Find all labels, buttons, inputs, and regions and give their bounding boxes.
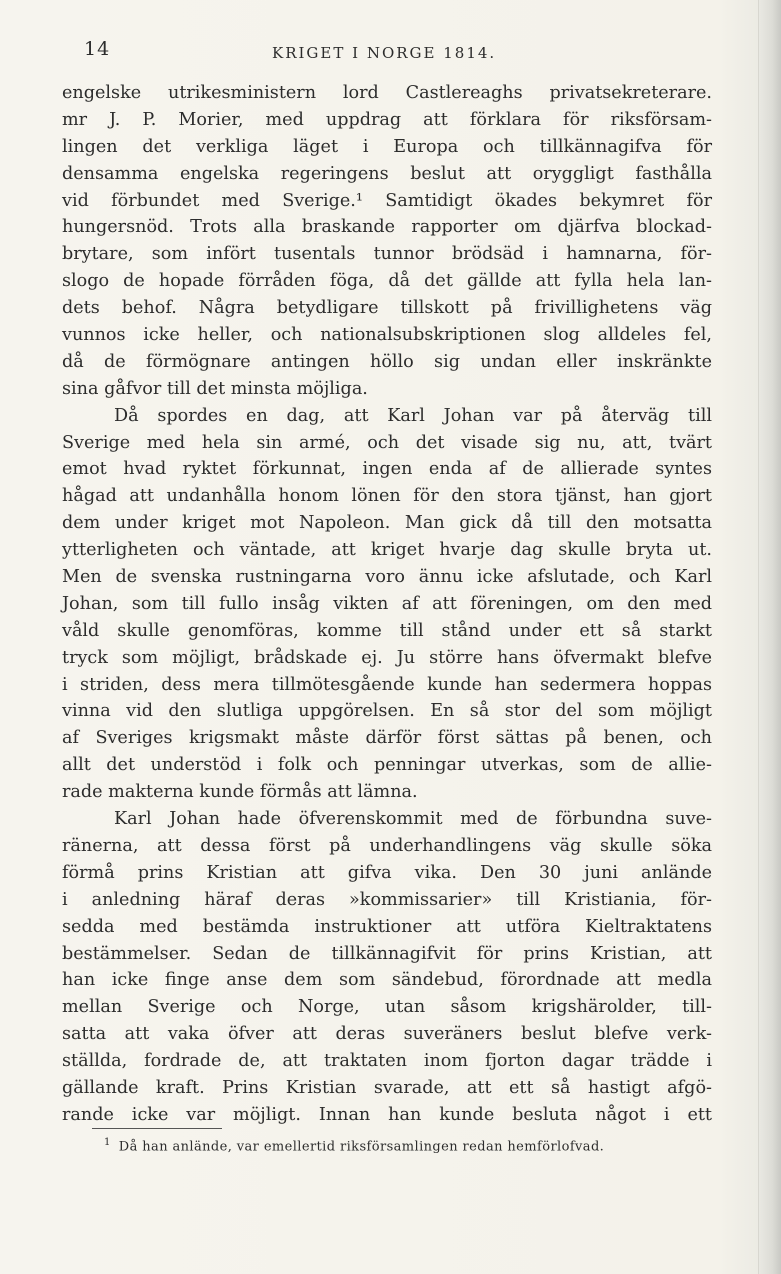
text-line: dem under kriget mot Napoleon. Man gick då till den motsatta (62, 513, 712, 534)
text-line: lingen det verkliga läget i Europa och tillkännagifva för (62, 136, 712, 157)
text-line: mellan Sverige och Norge, utan såsom krigshärolder, till- (62, 997, 712, 1018)
text-line: brytare, som infört tusentals tunnor brödsäd i hamnarna, för- (62, 244, 712, 265)
footnote (104, 1137, 704, 1154)
text-line: ställda, fordrade de, att traktaten inom fjorton dagar trädde i (62, 1051, 712, 1072)
footnote-divider (92, 1128, 222, 1129)
text-line: tryck som möjligt, brådskade ej. Ju större hans öfvermakt blefve (62, 647, 712, 668)
text-line: våld skulle genomföras, komme till stånd under ett så starkt (62, 620, 712, 641)
text-line: vunnos icke heller, och nationalsubskriptionen slog alldeles fel, (62, 325, 712, 346)
body-text (62, 80, 712, 1129)
text-line: allt det understöd i folk och penningar utverkas, som de allie- (62, 755, 712, 776)
text-line: i striden, dess mera tillmötesgående kunde han sedermera hoppas (62, 674, 712, 695)
text-line: Sverige med hela sin armé, och det visade sig nu, att, tvärt (62, 432, 712, 453)
footnote-marker: 1 (104, 1137, 111, 1148)
text-line: rade makterna kunde förmås att lämna. (62, 782, 418, 803)
text-line: hungersnöd. Trots alla braskande rapporter om djärfva blockad- (62, 217, 712, 238)
text-line: ränerna, att dessa först på underhandlingens väg skulle söka (62, 835, 712, 856)
text-line: satta att vaka öfver att deras suveräners beslut blefve verk- (62, 1024, 712, 1045)
text-line: densamma engelska regeringens beslut att oryggligt fasthålla (62, 163, 712, 184)
text-line: Johan, som till fullo insåg vikten af att föreningen, om den med (62, 593, 712, 614)
text-line: ytterligheten och väntade, att kriget hvarje dag skulle bryta ut. (62, 540, 712, 561)
text-line: hågad att undanhålla honom lönen för den stora tjänst, han gjort (62, 486, 712, 507)
text-line: han icke finge anse dem som sändebud, förordnade att medla (62, 970, 712, 991)
text-line: då de förmögnare antingen höllo sig undan eller inskränkte (62, 351, 712, 372)
text-line: Då spordes en dag, att Karl Johan var på återväg till (114, 405, 712, 426)
text-line: Men de svenska rustningarna voro ännu icke afslutade, och Karl (62, 567, 712, 588)
text-line: gällande kraft. Prins Kristian svarade, att ett så hastigt afgö- (62, 1077, 712, 1098)
text-line: vid förbundet med Sverige.¹ Samtidigt ökades bekymret för (62, 190, 712, 211)
text-line: engelske utrikesministern lord Castlereaghs privatsekreterare. (62, 83, 712, 103)
text-line: bestämmelser. Sedan de tillkännagifvit för prins Kristian, att (62, 943, 712, 964)
text-line: mr J. P. Morier, med uppdrag att förklara för riksförsam- (62, 109, 712, 130)
text-line: vinna vid den slutliga uppgörelsen. En så stor del som möjligt (62, 701, 712, 722)
page-header (62, 38, 712, 66)
text-line: emot hvad ryktet förkunnat, ingen enda af de allierade syntes (62, 459, 712, 480)
page-edge (758, 0, 781, 1274)
text-line: sedda med bestämda instruktioner att utföra Kieltraktatens (62, 916, 712, 937)
text-line: dets behof. Några betydligare tillskott på frivillighetens väg (62, 298, 712, 319)
text-line: Karl Johan hade öfverenskommit med de förbundna suve- (114, 809, 712, 830)
text-line: rande icke var möjligt. Innan han kunde besluta något i ett (62, 1104, 712, 1125)
text-line: förmå prins Kristian att gifva vika. Den 30 juni anlände (62, 862, 712, 883)
running-title: KRIGET I NORGE 1814. (272, 44, 497, 62)
footnote-text: Då han anlände, var emellertid riksförsamlingen redan hemförlofvad. (118, 1139, 605, 1155)
text-line: i anledning häraf deras »kommissarier» till Kristiania, för- (62, 889, 712, 910)
text-line: sina gåfvor till det minsta möjliga. (62, 378, 368, 399)
text-line: af Sveriges krigsmakt måste därför först sättas på benen, och (62, 728, 712, 749)
text-line: slogo de hopade förråden föga, då det gällde att fylla hela lan- (62, 271, 712, 292)
page-number: 14 (84, 38, 111, 60)
